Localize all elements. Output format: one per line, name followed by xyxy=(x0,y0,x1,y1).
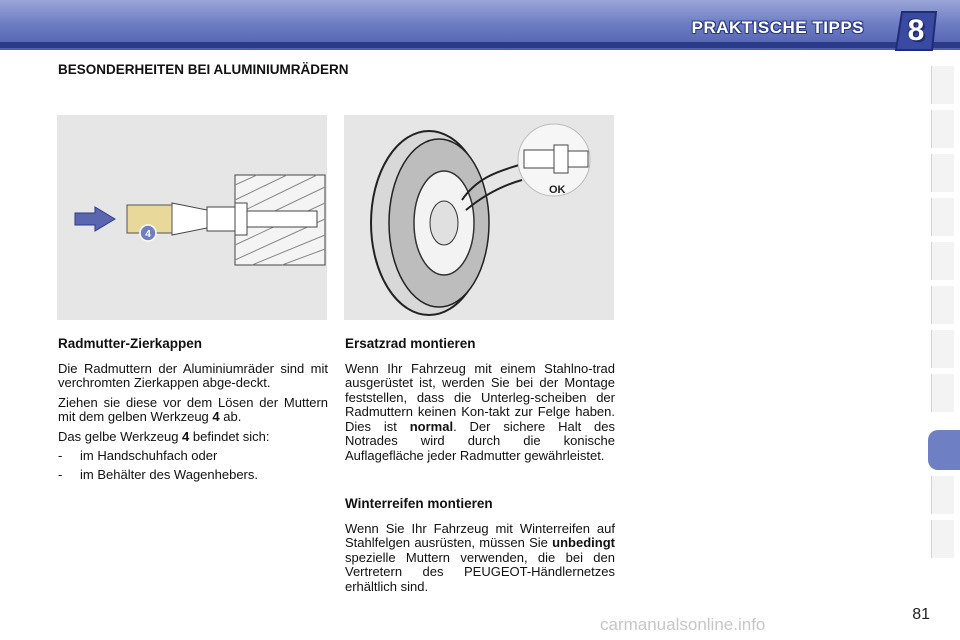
chapter-tab[interactable] xyxy=(931,110,954,148)
chapter-tab[interactable] xyxy=(931,198,954,236)
heading-ersatzrad: Ersatzrad montieren xyxy=(345,336,476,351)
hub-section xyxy=(235,175,325,265)
section-title: BESONDERHEITEN BEI ALUMINIUMRÄDERN xyxy=(58,62,349,77)
column-left xyxy=(58,337,328,486)
chapter-tab[interactable] xyxy=(931,242,954,280)
paragraph: Wenn Sie Ihr Fahrzeug mit Winterreifen auf Stahlfelgen ausrüsten, müssen Sie unbedingt spezielle Muttern verwenden, die bei den Vertretern des PEUGEOT-Händlernetzes erhältlich sind. xyxy=(345,520,615,594)
figure-spare-wheel xyxy=(344,115,614,320)
chapter-tab[interactable] xyxy=(931,476,954,514)
chapter-title: PRAKTISCHE TIPPS xyxy=(691,18,864,37)
chapter-number: 8 xyxy=(907,14,925,47)
spare-wheel-illustration xyxy=(344,115,614,320)
paragraph: Das gelbe Werkzeug 4 befindet sich: xyxy=(58,428,270,444)
chapter-tab[interactable] xyxy=(931,374,954,412)
chapter-tabs xyxy=(926,66,960,576)
paragraph: Ziehen sie diese vor dem Lösen der Muttern mit dem gelben Werkzeug 4 ab. xyxy=(58,394,328,424)
paragraph: Die Radmuttern der Aluminiumräder sind mit verchromten Zierkappen abge-deckt. xyxy=(58,360,328,390)
heading-zierkappen: Radmutter-Zierkappen xyxy=(58,336,203,351)
list-item: - im Handschuhfach oder xyxy=(58,448,218,463)
chapter-tab[interactable] xyxy=(931,154,954,192)
ok-label: OK xyxy=(549,184,566,196)
pull-arrow-icon xyxy=(75,207,115,231)
figure-badge: 4 xyxy=(145,229,151,240)
chapter-tab[interactable] xyxy=(931,520,954,558)
watermark: carmanualsonline.info xyxy=(600,615,766,634)
tool-jaw xyxy=(172,203,207,235)
chapter-badge xyxy=(894,10,938,52)
header-band xyxy=(0,42,960,48)
nut xyxy=(207,207,235,231)
cap-removal-illustration xyxy=(57,115,327,320)
figure-cap-removal xyxy=(57,115,327,320)
tyre xyxy=(371,131,489,315)
header-bar xyxy=(0,0,960,50)
chapter-tab[interactable] xyxy=(931,66,954,104)
paragraph: Wenn Ihr Fahrzeug mit einem Stahlno-trad ausgerüstet ist, werden Sie bei der Montage feststellen, dass die Unterleg-scheiben der Radmuttern keinen Kon-takt zur Felge haben. Dies ist normal. Der sichere Halt des Notrades wird durch die konische Auflagefläche jeder Radmutter gewährleistet. xyxy=(345,360,616,463)
column-right xyxy=(345,337,615,599)
chapter-tab[interactable] xyxy=(931,286,954,324)
heading-winterreifen: Winterreifen montieren xyxy=(345,496,493,511)
list-item: - im Behälter des Wagenhebers. xyxy=(58,466,259,482)
chapter-tab-active[interactable] xyxy=(928,430,960,470)
page-number: 81 xyxy=(912,606,930,623)
chapter-tab[interactable] xyxy=(931,330,954,368)
